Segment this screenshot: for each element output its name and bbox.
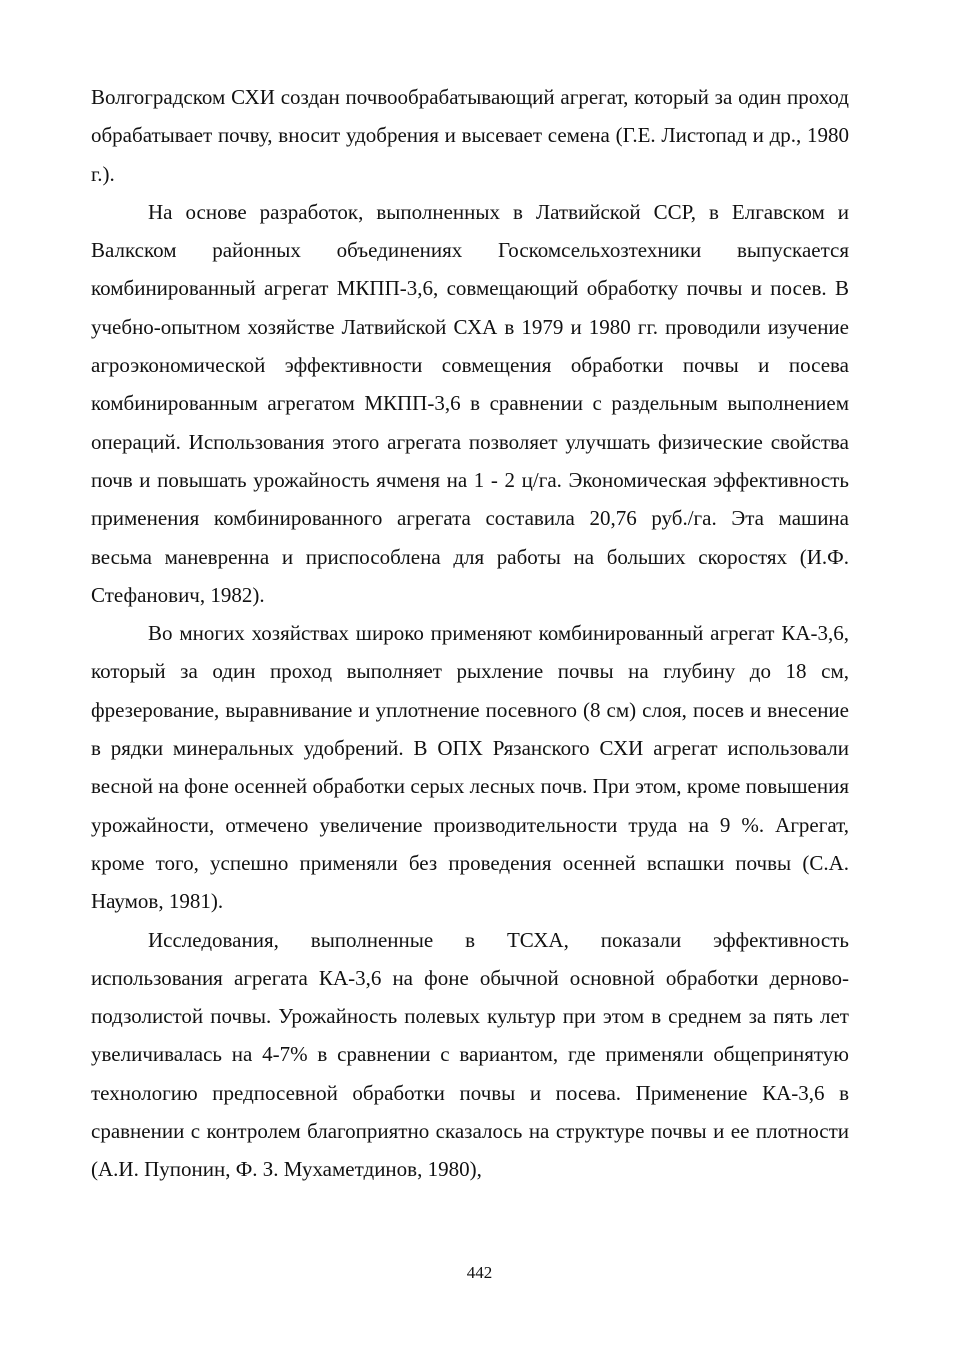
paragraph-1: Волгоградском СХИ создан почвообрабатывающий агрегат, который за один проход обрабатывает почву, вносит удобрения и высевает семена (Г.Е. Листопад и др., 1980 г.). xyxy=(91,85,849,186)
paragraph-3: Во многих хозяйствах широко применяют комбинированный агрегат КА-3,6, который за один проход выполняет рыхление почвы на глубину до 18 см, фрезерование, выравнивание и уплотнение посевного (8 см) слоя, посев и внесение в рядки минеральных удобрений. В ОПХ Рязанского СХИ агрегат использовали весной на фоне осенней обработки серых лесных почв. При этом, кроме повышения урожайности, отмечено увеличение производительности труда на 9 %. Агрегат, кроме того, успешно применяли без проведения осенней вспашки почвы (С.А. Наумов, 1981). xyxy=(91,621,849,914)
paragraph-4: Исследования, выполненные в ТСХА, показали эффективность использования агрегата КА-3,6 на фоне обычной основной обработки дерново-подзолистой почвы. Урожайность полевых культур при этом в среднем за пять лет увеличивалась на 4-7% в сравнении с вариантом, где применяли общепринятую технологию предпосевной обработки почвы и посева. Применение КА-3,6 в сравнении с контролем благоприятно сказалось на структуре почвы и ее плотности (А.И. Пупонин, Ф. З. Мухаметдинов, 1980), xyxy=(91,927,849,1182)
body-text xyxy=(91,78,849,1189)
page-number: 442 xyxy=(466,1263,493,1282)
paragraph-2: На основе разработок, выполненных в Латвийской ССР, в Елгавском и Валкском районных объединениях Госкомсельхозтехники выпускается комбинированный агрегат МКПП-3,6, совмещающий обработку почвы и посев. В учебно-опытном хозяйстве Латвийской СХА в 1979 и 1980 гг. проводили изучение агроэкономической эффективности совмещения обработки почвы и посева комбинированным агрегатом МКПП-3,6 в сравнении с раздельным выполнением операций. Использования этого агрегата позволяет улучшать физические свойства почв и повышать урожайность ячменя на 1 - 2 ц/га. Экономическая эффективность применения комбинированного агрегата составила 20,76 руб./га. Эта машина весьма маневренна и приспособлена для работы на больших скоростях (И.Ф. Стефанович, 1982). xyxy=(91,199,849,607)
